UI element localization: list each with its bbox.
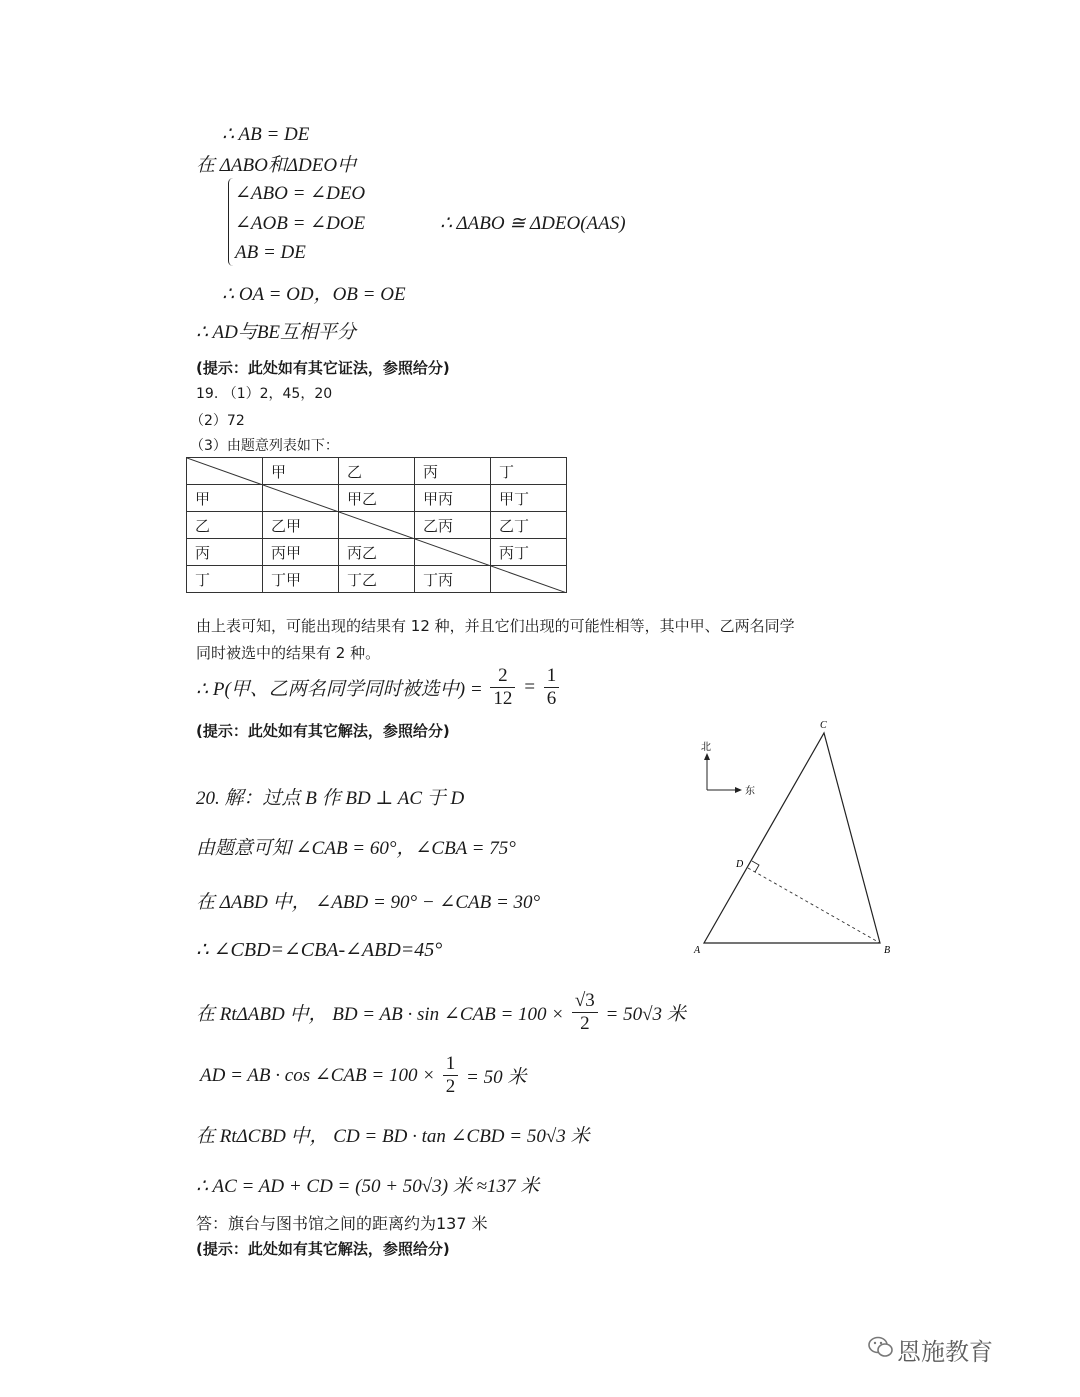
proof-line-bisect: ∴ AD与BE互相平分: [196, 322, 357, 343]
table-cell: 甲乙: [339, 485, 415, 512]
q20-line-6: [200, 1053, 526, 1098]
table-cell: 丁乙: [339, 566, 415, 593]
diagonal-line: [187, 458, 263, 485]
table-diagonal-cell: [339, 512, 415, 539]
fraction-numerator: √3: [572, 990, 598, 1013]
q19-answer-1: 19. （1）2，45，20: [196, 386, 333, 402]
east-label: 东: [745, 786, 755, 797]
diagonal-line: [491, 566, 567, 593]
fraction-1-6: [544, 665, 560, 710]
triangle-figure: [690, 715, 910, 965]
east-arrowhead: [735, 787, 742, 793]
table-cell: 乙丙: [415, 512, 491, 539]
bd-formula-lhs: 在 RtΔABD 中， BD = AB · sin ∠CAB = 100 ×: [196, 1004, 565, 1025]
north-arrowhead: [704, 753, 710, 760]
fraction-denominator: 2: [445, 1076, 456, 1097]
fraction-denominator: 12: [493, 688, 513, 709]
q20-line-3: 在 ΔABD 中， ∠ABD = 90° − ∠CAB = 30°: [196, 892, 541, 913]
table-diagonal-cell: [491, 566, 567, 593]
table-row: [187, 566, 567, 593]
q20-line-1: 20. 解：过点 B 作 BD ⊥ AC 于 D: [196, 788, 465, 809]
q20-line-8: ∴ AC = AD + CD = (50 + 50√3) 米 ≈137 米: [196, 1176, 540, 1197]
q20-line-7: 在 RtΔCBD 中， CD = BD · tan ∠CBD = 50√3 米: [196, 1126, 590, 1147]
watermark-text: 恩施教育: [897, 1338, 993, 1366]
table-cell: 乙: [339, 458, 415, 485]
q19-answer-3: （3）由题意列表如下：: [190, 438, 339, 454]
q19-hint: (提示：此处如有其它解法，参照给分): [196, 722, 450, 740]
table-cell: 丁: [187, 566, 263, 593]
q19-answer-2: （2）72: [190, 413, 245, 429]
table-cell: 甲丙: [415, 485, 491, 512]
q19-explanation-1: 由上表可知，可能出现的结果有 12 种，并且它们出现的可能性相等，其中甲、乙两名同学: [196, 617, 795, 635]
table-cell: 丙: [415, 458, 491, 485]
vertex-label-d: D: [736, 859, 744, 870]
north-label: 北: [701, 742, 711, 753]
table-row: [187, 512, 567, 539]
vertex-label-b: B: [884, 945, 891, 956]
fraction-denominator: 6: [546, 688, 557, 709]
table-cell: 丙: [187, 539, 263, 566]
q19-explanation-2: 同时被选中的结果有 2 种。: [196, 644, 381, 662]
fraction-2-12: [490, 665, 515, 710]
right-angle-mark: [752, 861, 759, 872]
table-cell: 丁甲: [263, 566, 339, 593]
bd-formula-rhs: = 50√3 米: [605, 1004, 686, 1025]
q20-line-5: [196, 990, 686, 1035]
q20-hint: (提示：此处如有其它解法，参照给分): [196, 1240, 450, 1258]
vertex-label-c: C: [820, 720, 827, 731]
ad-formula-lhs: AD = AB · cos ∠CAB = 100 ×: [200, 1065, 436, 1086]
table-cell: 丁: [491, 458, 567, 485]
proof-hint: (提示：此处如有其它证法，参照给分): [196, 359, 450, 377]
table-cell: 甲: [263, 458, 339, 485]
vertex-label-a: A: [694, 945, 701, 956]
triangle-abc: [704, 733, 880, 943]
wechat-icon: [868, 1335, 894, 1359]
fraction-numerator: 1: [544, 665, 560, 688]
congruence-conclusion: ∴ ΔABO ≅ ΔDEO(AAS): [440, 213, 626, 234]
fraction-denominator: 2: [580, 1013, 590, 1034]
table-cell: 乙: [187, 512, 263, 539]
equals-sign: =: [523, 676, 536, 698]
system-eq-1: ∠ABO = ∠DEO: [235, 183, 366, 204]
proof-line-ab-de: ∴ AB = DE: [222, 124, 310, 145]
table-row: [187, 485, 567, 512]
probability-lhs: ∴ P(甲、乙两名同学同时被选中) =: [196, 679, 483, 700]
fraction-1-over-2: [443, 1053, 459, 1098]
table-cell: 乙甲: [263, 512, 339, 539]
table-cell: 丙丁: [491, 539, 567, 566]
perpendicular-bd: [748, 868, 880, 943]
table-diagonal-cell: [415, 539, 491, 566]
table-cell: 丙甲: [263, 539, 339, 566]
table-cell: 丙乙: [339, 539, 415, 566]
table-cell: 甲丁: [491, 485, 567, 512]
table-row: [187, 458, 567, 485]
proof-line-oa-od: ∴ OA = OD，OB = OE: [222, 284, 406, 305]
ad-formula-rhs: = 50 米: [466, 1067, 527, 1088]
diagonal-line: [339, 512, 415, 539]
system-eq-3: AB = DE: [235, 242, 306, 263]
fraction-sqrt3-over-2: [572, 990, 598, 1035]
q20-line-2: 由题意可知 ∠CAB = 60°，∠CBA = 75°: [196, 838, 516, 859]
diagonal-line: [263, 485, 339, 512]
table-corner-cell: [187, 458, 263, 485]
diagonal-line: [415, 539, 491, 566]
q20-answer: 答：旗台与图书馆之间的距离约为137 米: [196, 1214, 488, 1233]
q20-line-4: ∴ ∠CBD=∠CBA-∠ABD=45°: [196, 939, 443, 961]
outcome-table: [186, 457, 567, 593]
table-row: [187, 539, 567, 566]
table-diagonal-cell: [263, 485, 339, 512]
table-cell: 丁丙: [415, 566, 491, 593]
system-eq-2: ∠AOB = ∠DOE: [235, 213, 366, 234]
system-brace: [228, 178, 233, 266]
probability-formula: [196, 665, 562, 710]
fraction-numerator: 2: [490, 665, 515, 688]
table-cell: 甲: [187, 485, 263, 512]
proof-line-in-triangles: 在 ΔABO和ΔDEO中: [196, 155, 357, 176]
table-cell: 乙丁: [491, 512, 567, 539]
fraction-numerator: 1: [443, 1053, 459, 1076]
